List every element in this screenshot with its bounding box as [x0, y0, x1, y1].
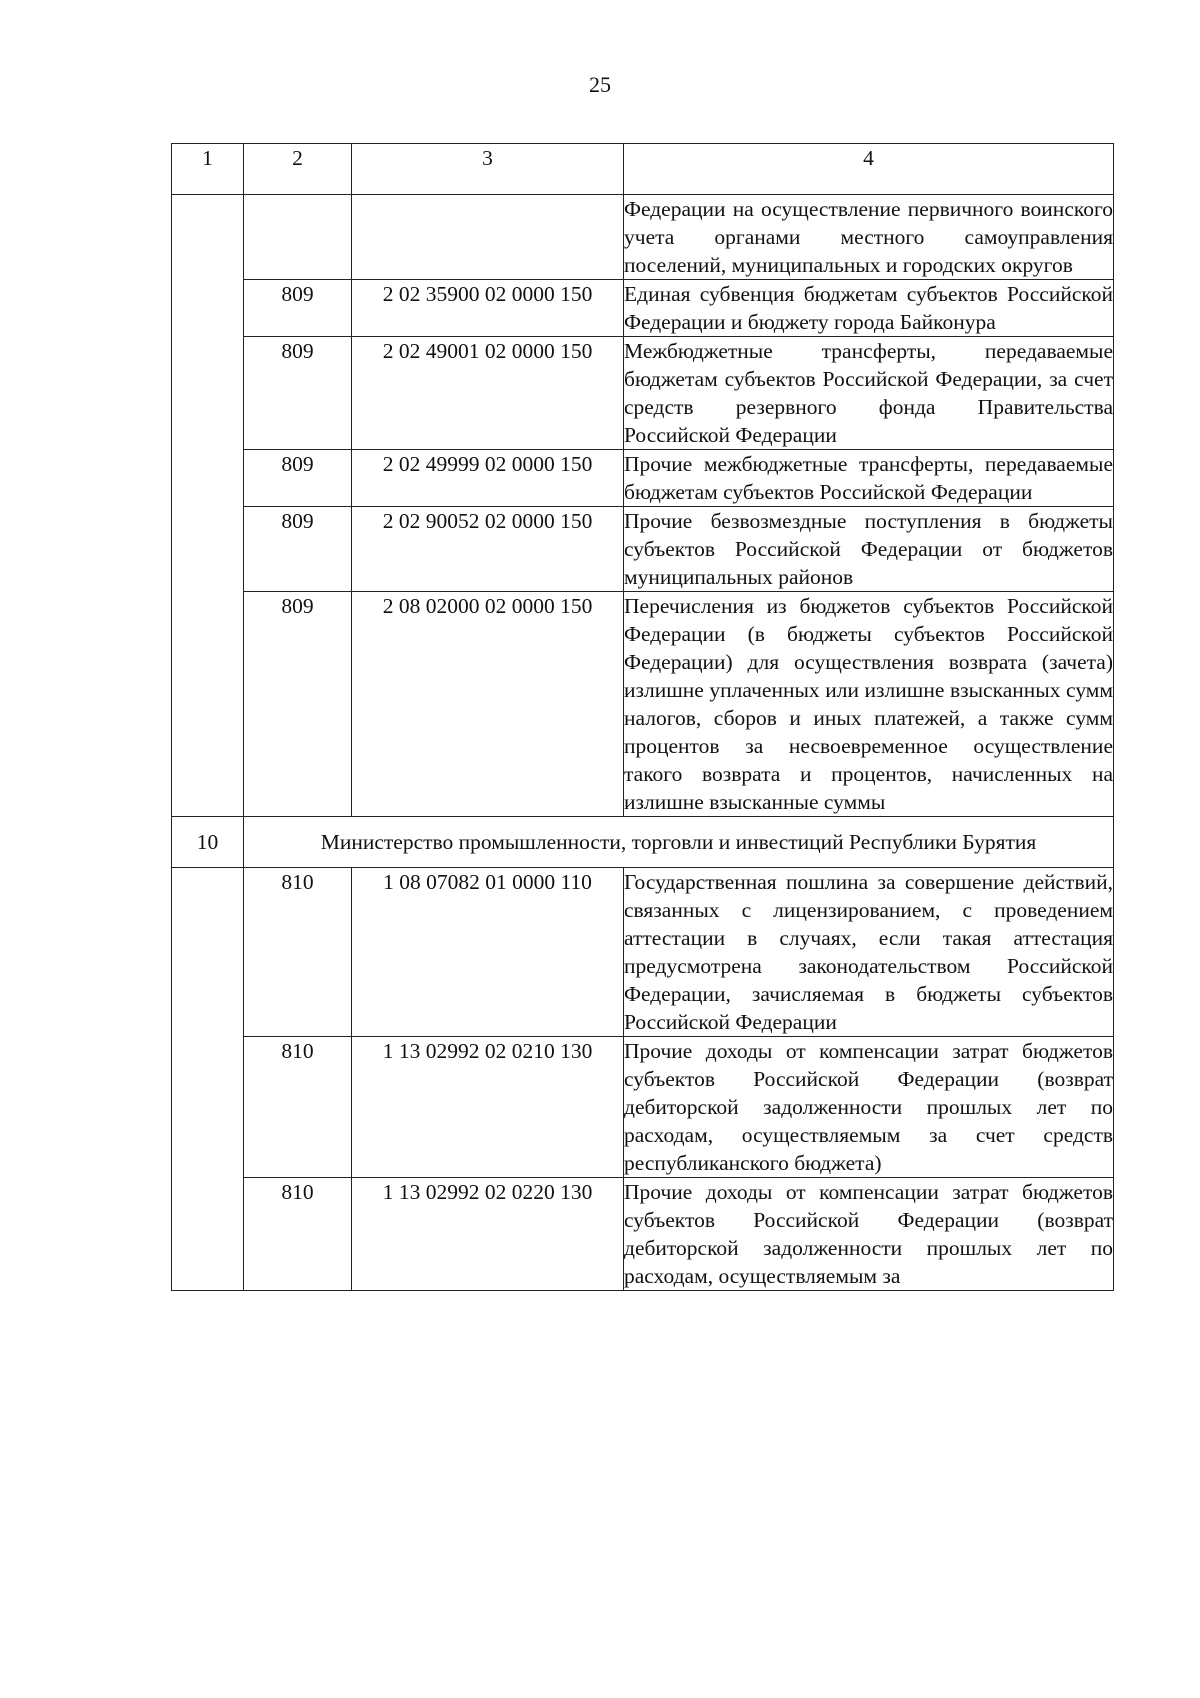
page-number: 25	[589, 72, 611, 97]
revenue-code-cell: 2 02 49999 02 0000 150	[352, 450, 624, 507]
table-row	[172, 592, 1114, 817]
section-title: Министерство промышленности, торговли и инвестиций Республики Бурятия	[244, 817, 1114, 868]
description-cell: Межбюджетные трансферты, передаваемые бюджетам субъектов Российской Федерации, за счет средств резервного фонда Правительства Российской Федерации	[624, 337, 1114, 450]
header-cell: 4	[624, 144, 1114, 195]
table-row	[172, 868, 1114, 1037]
table-header-row	[172, 144, 1114, 195]
revenue-code-cell: 2 08 02000 02 0000 150	[352, 592, 624, 817]
row-number-cell	[172, 195, 244, 817]
description-cell: Единая субвенция бюджетам субъектов Российской Федерации и бюджету города Байконура	[624, 280, 1114, 337]
revenue-code-cell: 2 02 90052 02 0000 150	[352, 507, 624, 592]
table-row	[172, 1178, 1114, 1291]
header-cell: 3	[352, 144, 624, 195]
table-row	[172, 337, 1114, 450]
revenue-code-cell: 1 13 02992 02 0220 130	[352, 1178, 624, 1291]
admin-code-cell: 809	[244, 337, 352, 450]
admin-code-cell: 809	[244, 507, 352, 592]
revenue-table	[171, 143, 1114, 1291]
description-cell: Прочие межбюджетные трансферты, передаваемые бюджетам субъектов Российской Федерации	[624, 450, 1114, 507]
table-row	[172, 1037, 1114, 1178]
description-cell: Прочие доходы от компенсации затрат бюджетов субъектов Российской Федерации (возврат дебиторской задолженности прошлых лет по расходам, осуществляемым за счет средств республиканского бюджета)	[624, 1037, 1114, 1178]
revenue-code-cell: 1 08 07082 01 0000 110	[352, 868, 624, 1037]
table-row	[172, 507, 1114, 592]
revenue-code-cell: 2 02 49001 02 0000 150	[352, 337, 624, 450]
admin-code-cell: 810	[244, 1178, 352, 1291]
description-cell: Перечисления из бюджетов субъектов Российской Федерации (в бюджеты субъектов Российской Федерации) для осуществления возврата (зачета) излишне уплаченных или излишне взысканных сумм налогов, сборов и иных платежей, а также сумм процентов за несвоевременное осуществление такого возврата и процентов, начисленных на излишне взысканные суммы	[624, 592, 1114, 817]
header-cell: 2	[244, 144, 352, 195]
revenue-code-cell: 2 02 35900 02 0000 150	[352, 280, 624, 337]
section-number: 10	[172, 817, 244, 868]
table-row	[172, 280, 1114, 337]
admin-code-cell: 809	[244, 592, 352, 817]
description-cell: Прочие доходы от компенсации затрат бюджетов субъектов Российской Федерации (возврат дебиторской задолженности прошлых лет по расходам, осуществляемым за	[624, 1178, 1114, 1291]
revenue-code-cell	[352, 195, 624, 280]
admin-code-cell: 809	[244, 280, 352, 337]
section-row	[172, 817, 1114, 868]
admin-code-cell: 809	[244, 450, 352, 507]
table-row	[172, 195, 1114, 280]
description-cell: Государственная пошлина за совершение действий, связанных с лицензированием, с проведением аттестации в случаях, если такая аттестация предусмотрена законодательством Российской Федерации, зачисляемая в бюджеты субъектов Российской Федерации	[624, 868, 1114, 1037]
admin-code-cell: 810	[244, 1037, 352, 1178]
admin-code-cell: 810	[244, 868, 352, 1037]
admin-code-cell	[244, 195, 352, 280]
description-cell: Прочие безвозмездные поступления в бюджеты субъектов Российской Федерации от бюджетов муниципальных районов	[624, 507, 1114, 592]
row-number-cell	[172, 868, 244, 1291]
table-row	[172, 450, 1114, 507]
revenue-code-cell: 1 13 02992 02 0210 130	[352, 1037, 624, 1178]
description-cell: Федерации на осуществление первичного воинского учета органами местного самоуправления поселений, муниципальных и городских округов	[624, 195, 1114, 280]
header-cell: 1	[172, 144, 244, 195]
